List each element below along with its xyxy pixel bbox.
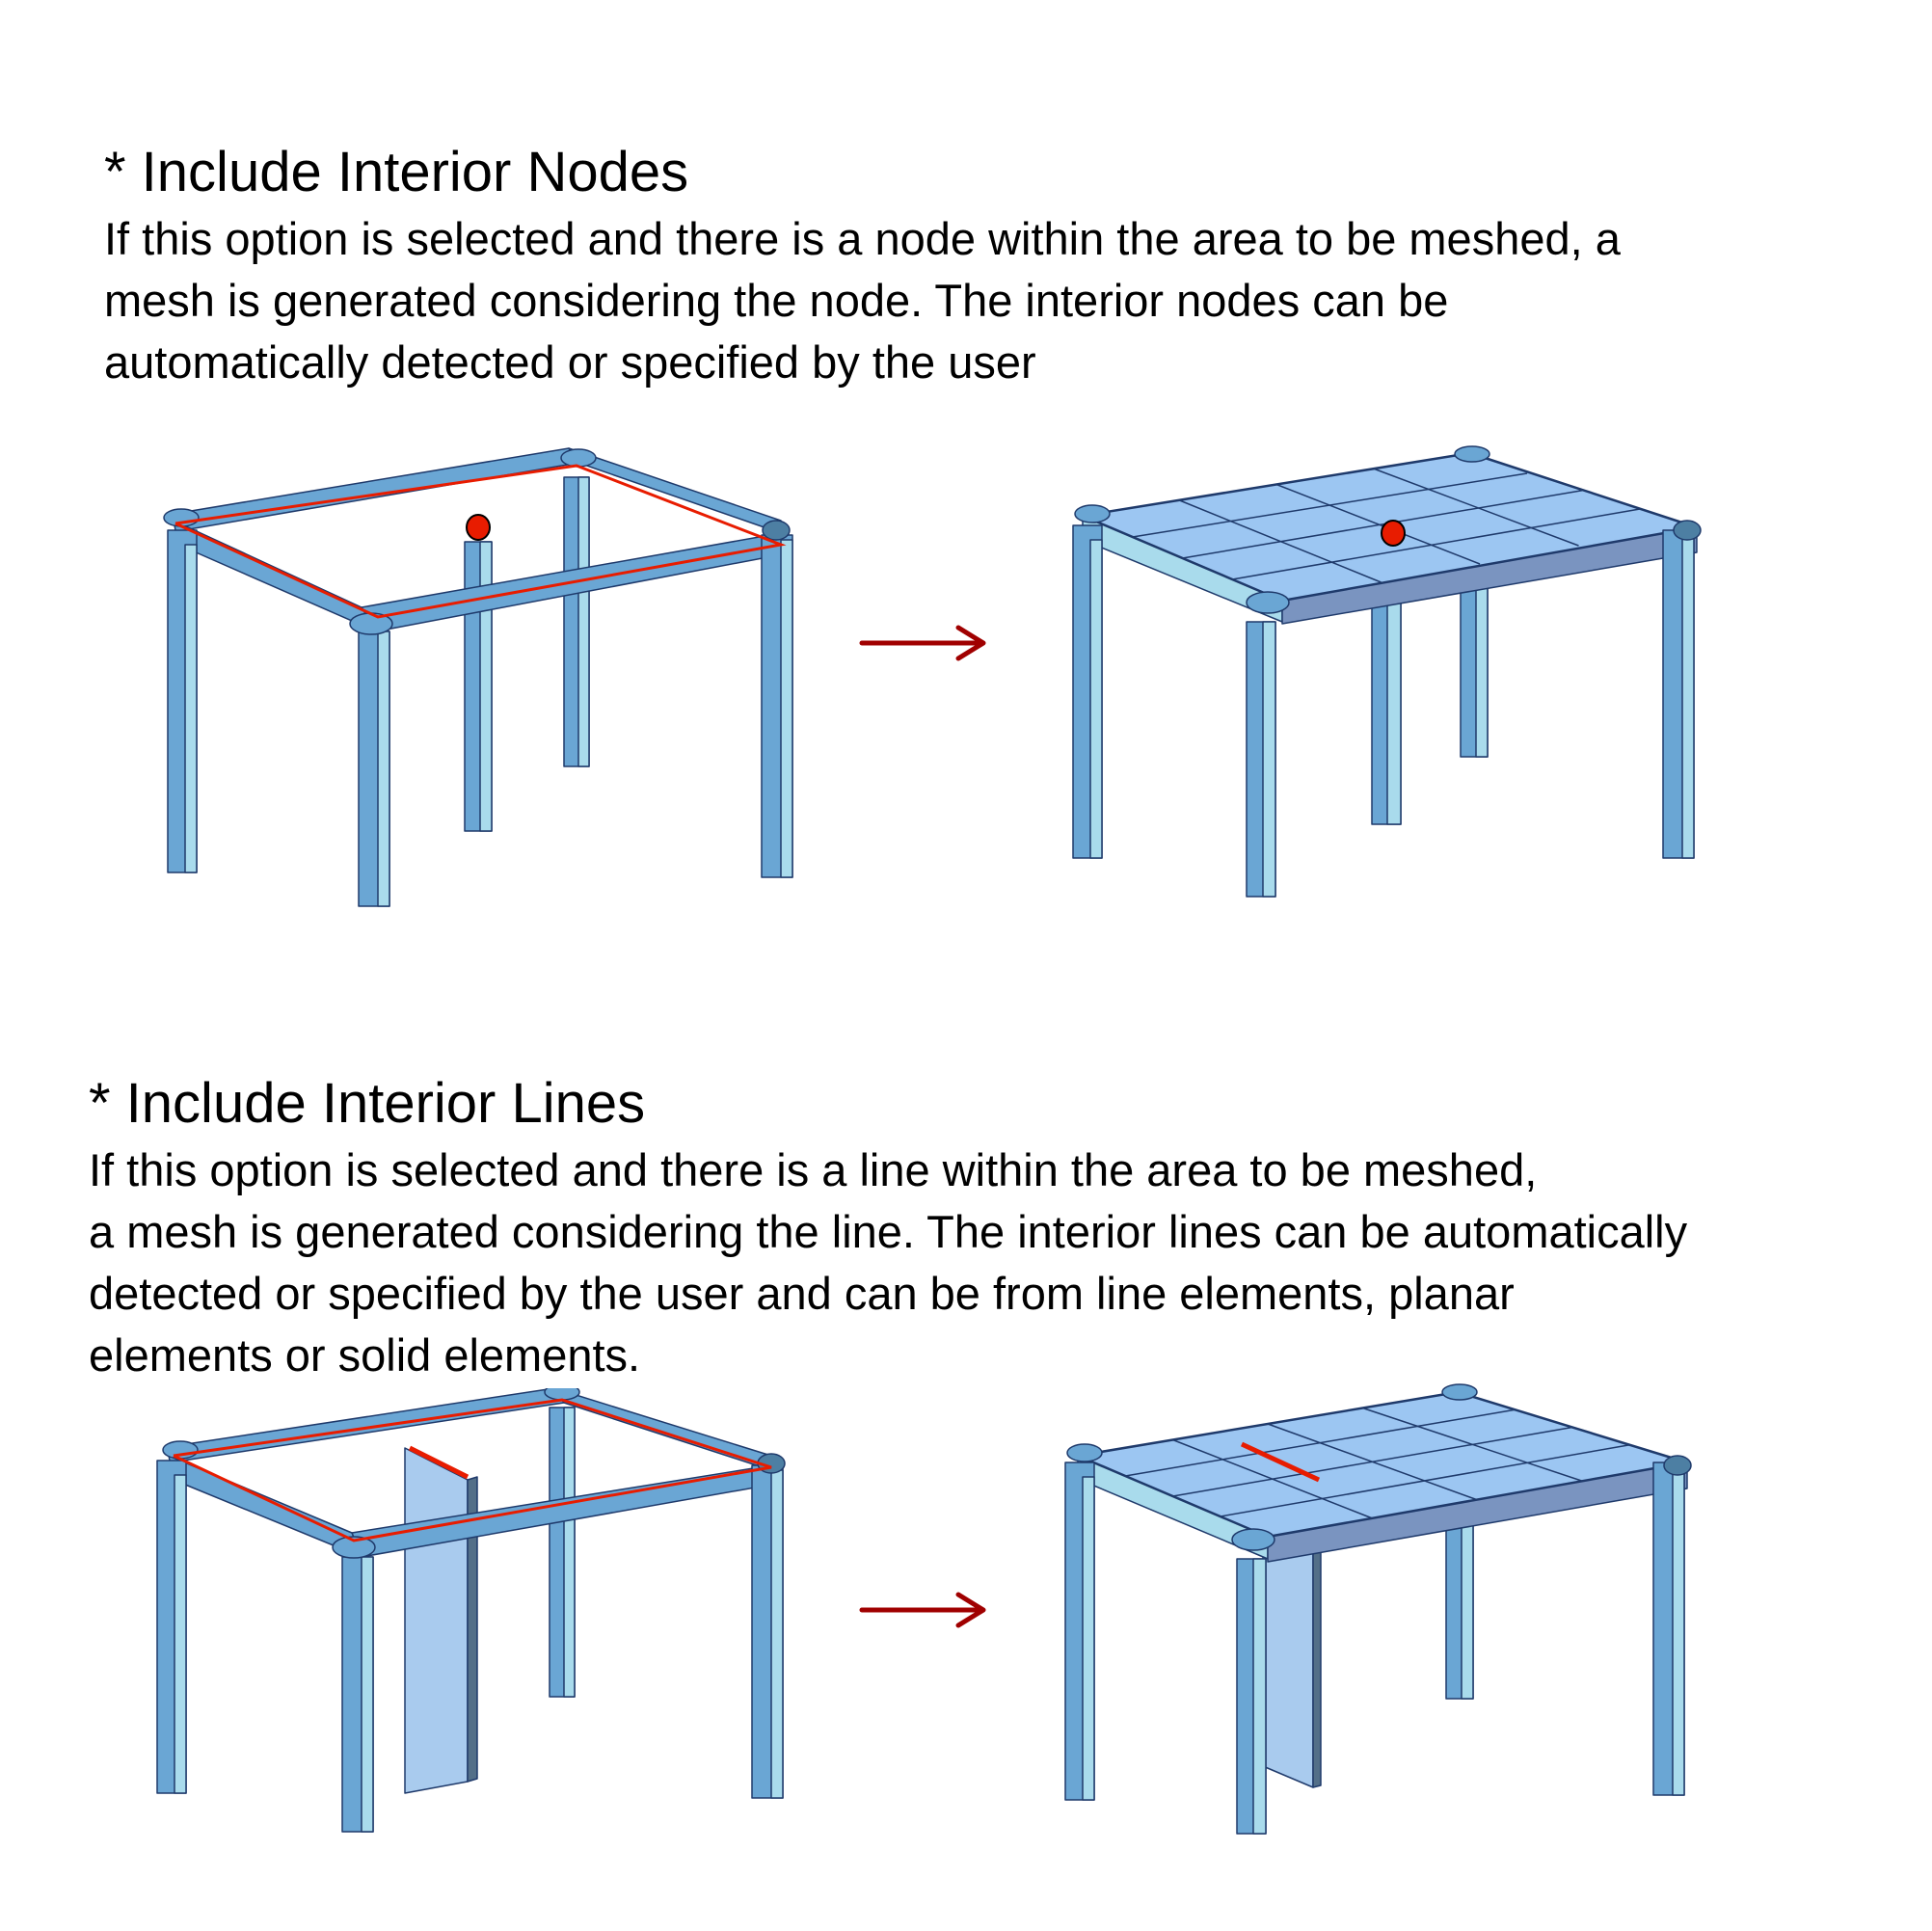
- description-line: detected or specified by the user and can be from line elements, planar: [89, 1268, 1515, 1319]
- description-line: mesh is generated considering the node. The interior nodes can be: [104, 275, 1449, 326]
- description-line: automatically detected or specified by the user: [104, 336, 1036, 388]
- figure-meshed-slab-with-node: [1065, 439, 1721, 911]
- figure-meshed-slab-with-line: [1060, 1381, 1716, 1853]
- section-heading-interior-lines: * Include Interior Lines: [89, 1072, 646, 1135]
- description-line: If this option is selected and there is a node within the area to be meshed, a: [104, 213, 1621, 264]
- section-heading-interior-nodes: * Include Interior Nodes: [104, 141, 689, 203]
- description-line: a mesh is generated considering the line. The interior lines can be automatically: [89, 1206, 1688, 1257]
- figure-frame-with-interior-node: [154, 439, 810, 921]
- arrow-icon: [858, 1589, 993, 1631]
- description-line: elements or solid elements.: [89, 1329, 641, 1381]
- section-description-interior-nodes: [104, 208, 1621, 393]
- section-description-interior-lines: [89, 1140, 1687, 1386]
- figure-frame-with-interior-wall: [149, 1388, 805, 1851]
- description-line: If this option is selected and there is a line within the area to be meshed,: [89, 1144, 1538, 1195]
- arrow-icon: [858, 622, 993, 664]
